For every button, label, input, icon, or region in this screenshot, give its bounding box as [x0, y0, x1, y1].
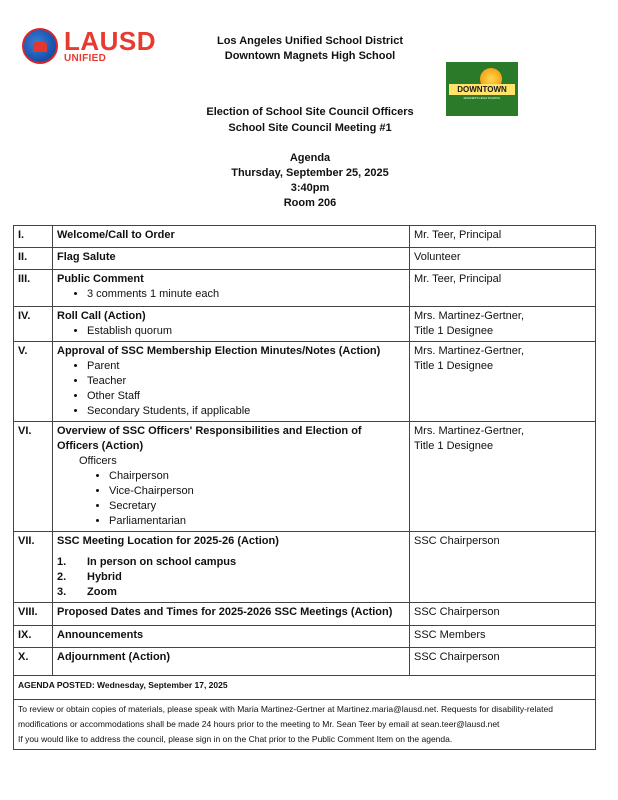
meeting-date: Thursday, September 25, 2025 — [231, 167, 389, 179]
item-presenter: SSC Chairperson — [410, 648, 596, 676]
list-item: • Parliamentarian — [109, 514, 405, 529]
list-item — [57, 570, 405, 585]
item-title: SSC Meeting Location for 2025-26 (Action) — [57, 535, 279, 547]
district-name: Los Angeles Unified School District — [216, 35, 403, 47]
item-presenter: Volunteer — [410, 248, 596, 270]
item-title: Welcome/Call to Order — [57, 229, 175, 241]
agenda-row — [14, 342, 596, 422]
item-number: VIII. — [14, 603, 53, 626]
item-number: II. — [14, 248, 53, 270]
list-item: • Teacher — [87, 374, 405, 389]
logo-wordmark: LAUSD — [64, 26, 157, 56]
notice-row — [14, 700, 596, 750]
item-title: Flag Salute — [57, 251, 116, 263]
list-item: • Secondary Students, if applicable — [87, 404, 405, 419]
lausd-logo — [20, 26, 170, 68]
item-number: I. — [14, 226, 53, 248]
list-item: • Establish quorum — [87, 324, 405, 339]
option-text: In person on school campus — [87, 556, 237, 568]
list-item: • Chairperson — [109, 469, 405, 484]
option-number: 2. — [57, 571, 67, 583]
school-name: Downtown Magnets High School — [224, 50, 396, 62]
item-title: Announcements — [57, 629, 144, 641]
option-number: 3. — [57, 586, 67, 598]
meeting-time: 3:40pm — [290, 182, 330, 194]
agenda-row — [14, 532, 596, 603]
item-presenter: Mrs. Martinez-Gertner, — [414, 310, 525, 322]
item-title: Approval of SSC Membership Election Minutes/Notes (Action) — [57, 345, 381, 357]
list-item — [57, 585, 405, 600]
item-title: Public Comment — [57, 273, 144, 285]
public-comment-notice: If you would like to address the council, please sign in on the Chat prior to the Public Comment Item on the agenda. — [18, 734, 453, 744]
list-item: • Other Staff — [87, 389, 405, 404]
list-item: • 3 comments 1 minute each — [87, 287, 405, 302]
list-item: • Parent — [87, 359, 405, 374]
agenda-row — [14, 422, 596, 532]
list-item: • Vice-Chairperson — [109, 484, 405, 499]
agenda-row — [14, 626, 596, 648]
item-number: VI. — [14, 422, 53, 532]
item-number: IX. — [14, 626, 53, 648]
item-number: V. — [14, 342, 53, 422]
item-presenter: SSC Members — [410, 626, 596, 648]
option-text: Hybrid — [87, 571, 122, 583]
item-number: IV. — [14, 307, 53, 342]
item-presenter: SSC Chairperson — [410, 603, 596, 626]
doc-subtitle: School Site Council Meeting #1 — [228, 122, 392, 134]
agenda-row — [14, 270, 596, 307]
item-presenter: Mr. Teer, Principal — [410, 226, 596, 248]
item-number: III. — [14, 270, 53, 307]
item-title: Adjournment (Action) — [57, 651, 171, 663]
item-title: Roll Call (Action) — [57, 310, 146, 322]
agenda-posted-row — [14, 676, 596, 700]
school-logo-tag: MAGNETS HIGH SCHOOL — [463, 96, 501, 100]
item-presenter-role: Title 1 Designee — [414, 325, 494, 337]
item-presenter: SSC Chairperson — [410, 532, 596, 603]
agenda-row — [14, 603, 596, 626]
item-presenter-role: Title 1 Designee — [414, 360, 494, 372]
agenda-label: Agenda — [289, 152, 331, 164]
agenda-posted: AGENDA POSTED: Wednesday, September 17, 2025 — [18, 680, 228, 690]
agenda-row — [14, 648, 596, 676]
item-presenter: Mrs. Martinez-Gertner, — [414, 425, 525, 437]
item-presenter: Mr. Teer, Principal — [410, 270, 596, 307]
item-presenter: Mrs. Martinez-Gertner, — [414, 345, 525, 357]
item-presenter-role: Title 1 Designee — [414, 440, 494, 452]
option-text: Zoom — [87, 586, 117, 598]
item-title: Proposed Dates and Times for 2025-2026 SSC Meetings (Action) — [57, 606, 393, 618]
list-item: • Secretary — [109, 499, 405, 514]
accessibility-notice: To review or obtain copies of materials, please speak with Maria Martinez-Gertner at Martinez.maria@lausd.net. Requests for disability-related modifications or accommodations shall be made 24 hours prior to the meeting to Mr. Sean Teer by email at sean.teer@lausd.net — [18, 704, 553, 729]
school-logo-text: DOWNTOWN — [449, 84, 515, 95]
option-number: 1. — [57, 556, 67, 568]
agenda-row — [14, 248, 596, 270]
logo-subtext: UNIFIED — [64, 53, 107, 64]
list-item — [57, 555, 405, 570]
agenda-row — [14, 226, 596, 248]
agenda-row — [14, 307, 596, 342]
doc-title: Election of School Site Council Officers — [206, 106, 414, 118]
district-seal-icon — [22, 28, 58, 64]
item-number: X. — [14, 648, 53, 676]
agenda-table — [13, 225, 596, 750]
item-number: VII. — [14, 532, 53, 603]
meeting-room: Room 206 — [283, 197, 337, 209]
officers-label: Officers — [79, 455, 117, 467]
item-title: Overview of SSC Officers' Responsibilities and Election of Officers (Action) — [57, 425, 362, 452]
